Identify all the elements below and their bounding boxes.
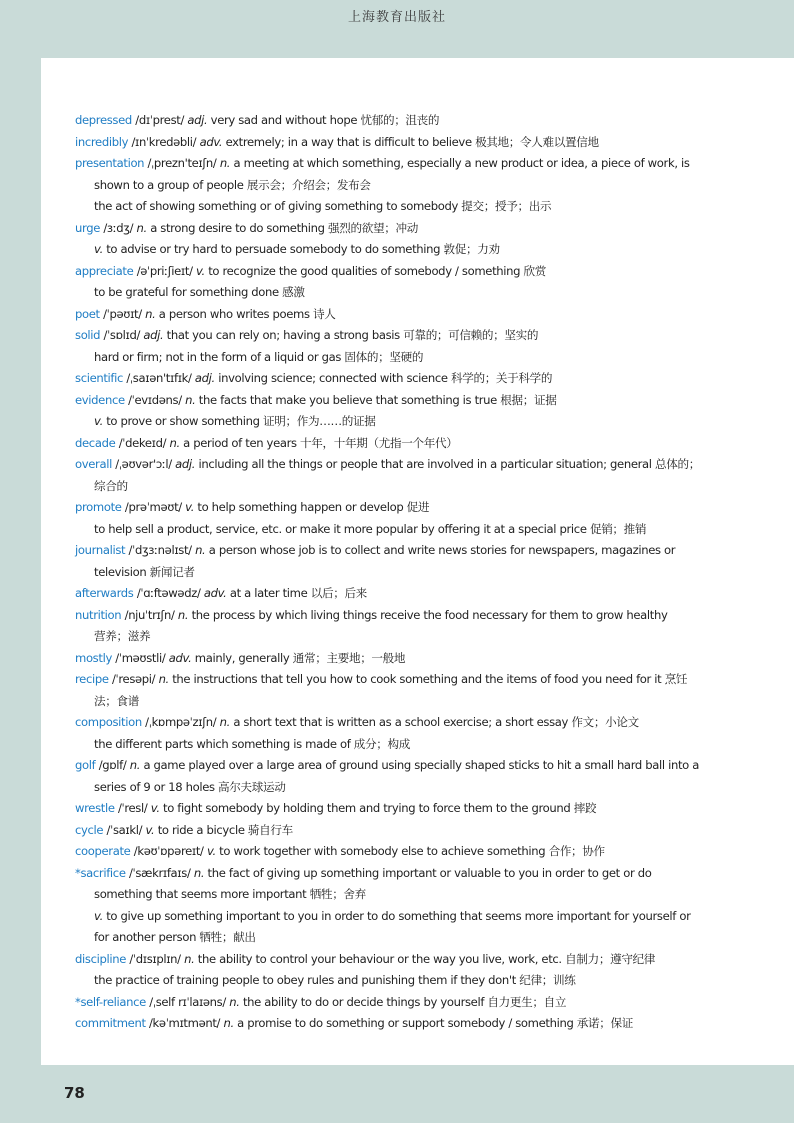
definition: a person whose job is to collect and write news stories for newspapers, magazines or [205,543,676,557]
entry-continuation-line [75,411,715,433]
vocabulary-entry [75,454,715,476]
headword: journalist [75,543,126,557]
definition: a strong desire to do something 强烈的欲望；冲动 [146,220,418,235]
definition: to recognize the good qualities of somebody / something 欣赏 [204,263,546,278]
part-of-speech: adv. [199,134,223,149]
phonetic: /ˌsaɪən'tɪfɪk/ [123,371,195,385]
definition: something that seems more important 牺牲；舍弃 [94,887,366,901]
phonetic: /ˌkɒmpəˈzɪʃn/ [141,715,220,729]
vocabulary-entry [75,798,715,820]
part-of-speech: n. [169,435,180,450]
headword: mostly [75,650,112,665]
phonetic: /kəʊˈɒpəreɪt/ [130,844,207,858]
part-of-speech: n. [184,951,195,966]
definition: the ability to do or decide things by yourself 自力更生；自立 [239,994,567,1009]
entry-continuation-line [75,691,715,713]
phonetic: /ˈsaɪkl/ [103,822,146,837]
definition: series of 9 or 18 holes 高尔夫球运动 [94,779,286,794]
definition: to advise or try hard to persuade somebody to do something 敦促；力劝 [102,242,500,256]
entry-continuation-line [75,519,715,541]
entry-continuation-line [75,239,715,261]
vocabulary-entry [75,433,715,455]
entry-continuation-line [75,347,715,369]
vocabulary-entry [75,605,715,627]
part-of-speech: v. [145,822,155,837]
definition: a period of ten years 十年，十年期（尤指一个年代） [179,435,458,450]
vocabulary-entry [75,540,715,562]
headword: wrestle [75,801,115,815]
definition: the practice of training people to obey rules and punishing them if they don't 纪律；训练 [94,973,576,987]
vocabulary-entry [75,1013,715,1035]
part-of-speech: n. [158,672,169,686]
definition: the facts that make you believe that something is true 根据；证据 [195,392,557,407]
definition: extremely; in a way that is difficult to believe 极其地；令人难以置信地 [222,134,599,149]
definition: mainly, generally 通常；主要地；一般地 [191,650,406,665]
entry-continuation-line [75,626,715,648]
vocabulary-entry [75,669,715,691]
definition: to help something happen or develop 促进 [194,500,430,514]
headword: incredibly [75,134,129,149]
headword: solid [75,328,101,342]
headword: poet [75,306,100,321]
phonetic: /prəˈməʊt/ [121,500,186,514]
vocabulary-entry [75,648,715,670]
definition: a meeting at which something, especially a new product or idea, a piece of work, is [230,156,690,170]
phonetic: /əˈpriːʃieɪt/ [133,263,196,278]
headword: urge [75,220,101,235]
vocabulary-entry [75,218,715,240]
definition: to prove or show something 证明；作为……的证据 [102,414,376,428]
definition: involving science; connected with science 科学的；关于科学的 [214,371,553,385]
phonetic: /ˌself rɪˈlaɪəns/ [145,994,230,1009]
part-of-speech: v. [185,500,195,514]
definition: that you can rely on; having a strong basis 可靠的；可信赖的；坚实的 [163,328,539,342]
definition: shown to a group of people 展示会；介绍会；发布会 [94,177,371,192]
entry-continuation-line [75,884,715,906]
definition: the process by which living things receive the food necessary for them to grow healthy [188,607,668,622]
vocabulary-entry [75,390,715,412]
definition: to help sell a product, service, etc. or make it more popular by offering it at a special price 促销；推销 [94,521,647,536]
part-of-speech: n. [195,543,206,557]
vocabulary-entry [75,712,715,734]
definition: the act of showing something or of giving something to somebody 提交；授予；出示 [94,199,552,213]
vocabulary-entry [75,497,715,519]
part-of-speech: n. [229,994,240,1009]
part-of-speech: adj. [194,371,215,385]
part-of-speech: n. [219,156,231,170]
part-of-speech: v. [94,414,103,428]
part-of-speech: v. [195,263,205,278]
definition: television 新闻记者 [94,564,195,579]
vocabulary-entry [75,368,715,390]
definition: the different parts which something is made of 成分；构成 [94,736,410,751]
headword: discipline [75,951,126,966]
entry-continuation-line [75,562,715,584]
definition: a game played over a large area of ground using specially shaped sticks to hit a small hard ball into a [140,758,699,772]
vocabulary-entry [75,755,715,777]
phonetic: /gɒlf/ [95,758,130,772]
phonetic: /ˌprezn'teɪʃn/ [144,156,220,170]
phonetic: /dɪˈprest/ [131,113,188,127]
headword: overall [75,457,112,471]
definition: the fact of giving up something important or valuable to you in order to get or do [204,865,652,880]
headword: cycle [75,822,104,837]
headword: *sacrifice [75,865,126,880]
vocabulary-entry [75,261,715,283]
part-of-speech: adj. [175,457,196,471]
part-of-speech: n. [129,758,141,772]
entry-continuation-line [75,970,715,992]
vocabulary-entry [75,325,715,347]
vocabulary-entry [75,992,715,1014]
phonetic: /njuˈtrɪʃn/ [121,607,178,622]
definition: at a later time 以后；后来 [226,586,367,600]
part-of-speech: n. [193,865,205,880]
phonetic: /ˈdʒɜːnəlɪst/ [125,543,196,557]
vocabulary-entry [75,863,715,885]
definition: to be grateful for something done 感激 [94,285,305,299]
page-number: 78 [64,1084,85,1102]
entry-continuation-line [75,777,715,799]
vocabulary-entry [75,153,715,175]
entry-continuation-line [75,734,715,756]
part-of-speech: n. [223,1016,234,1030]
definition: the ability to control your behaviour or the way you live, work, etc. 自制力；遵守纪律 [194,951,656,966]
headword: cooperate [75,844,131,858]
vocabulary-entry [75,841,715,863]
definition: for another person 牺牲；献出 [94,930,256,944]
definition: a short text that is written as a school exercise; a short essay 作文；小论文 [230,715,639,729]
definition: a promise to do something or support somebody / something 承诺；保证 [233,1016,634,1030]
vocabulary-entry [75,820,715,842]
vocabulary-list [75,110,715,1035]
part-of-speech: n. [219,715,230,729]
phonetic: /ɪnˈkredəbli/ [128,134,200,149]
part-of-speech: n. [136,220,147,235]
headword: commitment [75,1016,146,1030]
definition: to ride a bicycle 骑自行车 [154,822,293,837]
part-of-speech: adv. [168,650,192,665]
phonetic: /ɜːdʒ/ [100,220,137,235]
definition: to give up something important to you in order to do something that seems more important for yourself or [102,908,691,923]
part-of-speech: adj. [187,113,208,127]
phonetic: /ˈməʊstli/ [111,650,169,665]
part-of-speech: n. [177,607,189,622]
entry-continuation-line [75,175,715,197]
part-of-speech: n. [145,306,156,321]
phonetic: /ˈdɪsɪplɪn/ [126,951,185,966]
phonetic: /ˌəʊvər'ɔːl/ [111,457,176,471]
phonetic: /ˈpəʊɪt/ [99,306,146,321]
part-of-speech: adv. [203,586,227,600]
headword: appreciate [75,263,134,278]
phonetic: /ˈsækrɪfaɪs/ [125,865,194,880]
definition: to work together with somebody else to achieve something 合作；协作 [215,844,605,858]
definition: the instructions that tell you how to cook something and the items of food you need for it 烹饪 [168,672,688,686]
headword: promote [75,500,122,514]
definition: 法；食谱 [94,693,139,708]
entry-continuation-line [75,196,715,218]
headword: presentation [75,156,145,170]
headword: depressed [75,113,132,127]
phonetic: /ˈresəpi/ [108,672,159,686]
part-of-speech: v. [94,908,103,923]
headword: composition [75,715,142,729]
entry-continuation-line [75,927,715,949]
part-of-speech: v. [150,801,160,815]
vocabulary-entry [75,949,715,971]
phonetic: /kəˈmɪtmənt/ [145,1016,224,1030]
entry-continuation-line [75,282,715,304]
definition: including all the things or people that are involved in a particular situation; general 总体的； [195,457,700,471]
definition: 综合的 [94,478,128,493]
vocabulary-entry [75,132,715,154]
phonetic: /ˈevɪdəns/ [124,392,186,407]
publisher-header: 上海教育出版社 [347,10,446,25]
definition: 营养；滋养 [94,629,151,643]
phonetic: /ˈresl/ [114,801,151,815]
phonetic: /ˈsɒlɪd/ [100,328,144,342]
headword: scientific [75,371,124,385]
part-of-speech: adj. [143,328,164,342]
part-of-speech: n. [185,392,196,407]
definition: to fight somebody by holding them and trying to force them to the ground 摔跤 [159,801,597,815]
headword: afterwards [75,586,134,600]
definition: hard or firm; not in the form of a liquid or gas 固体的；坚硬的 [94,349,424,364]
vocabulary-entry [75,110,715,132]
part-of-speech: v. [94,242,103,256]
entry-continuation-line [75,476,715,498]
vocabulary-entry [75,304,715,326]
headword: golf [75,758,96,772]
headword: *self-reliance [75,994,146,1009]
entry-continuation-line [75,906,715,928]
part-of-speech: v. [206,844,216,858]
phonetic: /ˈɑːftəwədz/ [133,586,204,600]
headword: evidence [75,392,125,407]
definition: a person who writes poems 诗人 [155,306,336,321]
headword: decade [75,435,116,450]
vocabulary-entry [75,583,715,605]
headword: nutrition [75,607,122,622]
definition: very sad and without hope 忧郁的；沮丧的 [207,113,440,127]
phonetic: /ˈdekeɪd/ [115,435,170,450]
headword: recipe [75,672,109,686]
